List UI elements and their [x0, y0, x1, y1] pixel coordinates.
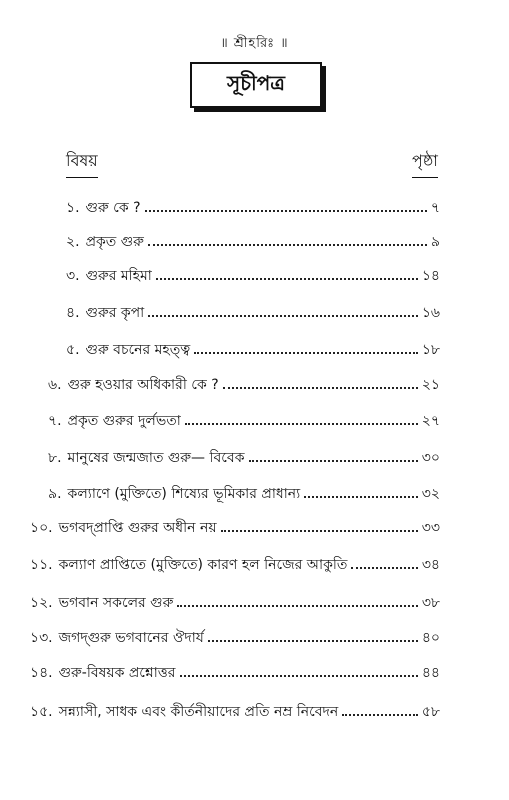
toc-entry-page: ১৪ — [421, 268, 440, 284]
toc-entry-page: ৪০ — [421, 630, 440, 646]
toc-entry-title: কল্যাণে (মুক্তিতে) শিষ্যের ভূমিকার প্রাধান্য — [67, 486, 301, 502]
toc-entry-number: ১. — [66, 200, 80, 216]
toc-entry-title: মানুষের জন্মজাত গুরু— বিবেক — [67, 450, 245, 466]
toc-entry-page: ৩৮ — [421, 595, 440, 611]
subject-column-header: বিষয় — [66, 148, 98, 178]
dot-leader — [145, 210, 427, 212]
toc-entry-title: জগদ্‌গুরু ভগবানের ঔদার্য — [58, 630, 204, 646]
toc-entry — [30, 628, 440, 648]
dot-leader — [156, 278, 418, 280]
toc-entry-number: ৯. — [48, 486, 62, 502]
toc-entry-title: সন্ন্যাসী, সাধক এবং কীর্তনীয়াদের প্রতি নম্র নিবেদন — [58, 704, 339, 720]
toc-entry-number: ১৩. — [30, 630, 53, 646]
toc-entry-title: গুরুর কৃপা — [85, 305, 145, 321]
toc-entry-title: ভগবান সকলের গুরু — [58, 595, 174, 611]
toc-entry-title: গুরু হওয়ার অধিকারী কে ? — [67, 377, 219, 393]
toc-entry-page: ৪৪ — [421, 665, 440, 681]
toc-entry-page: ৩৩ — [421, 520, 440, 536]
toc-entry-number: ১৫. — [30, 704, 53, 720]
dot-leader — [208, 640, 418, 642]
toc-entry-page: ৩৪ — [421, 557, 440, 573]
toc-entry — [66, 232, 440, 252]
toc-entry-page: ১৮ — [421, 342, 440, 358]
toc-entry-title: কল্যাণ প্রাপ্তিতে (মুক্তিতে) কারণ হল নিজের আকুতি — [58, 557, 348, 573]
toc-entry-page: ৯ — [430, 234, 440, 250]
toc-entry-title: গুরু কে ? — [85, 200, 141, 216]
toc-entry-number: ১১. — [30, 557, 53, 573]
toc-entry-number: ৭. — [48, 413, 62, 429]
toc-entry-number: ৩. — [66, 268, 80, 284]
dot-leader — [194, 352, 418, 354]
dot-leader — [223, 387, 418, 389]
toc-entry-number: ১২. — [30, 595, 53, 611]
toc-entry-number: ৪. — [66, 305, 80, 321]
toc-entry-page: ৫৮ — [421, 704, 440, 720]
dot-leader — [177, 605, 417, 607]
toc-entry-title: গুরু বচনের মহত্ত্ব — [85, 342, 191, 358]
toc-entry-number: ৫. — [66, 342, 80, 358]
toc-entry — [48, 484, 440, 504]
toc-entry-page: ২৭ — [421, 413, 440, 429]
toc-entry-title: ভগবদ্প্রাপ্তি গুরুর অধীন নয় — [58, 520, 217, 536]
toc-entry-page: ৭ — [430, 200, 440, 216]
dot-leader — [185, 423, 418, 425]
toc-entry — [66, 340, 440, 360]
toc-entry — [30, 663, 440, 683]
toc-entry-page: ১৬ — [421, 305, 440, 321]
dot-leader — [249, 460, 418, 462]
toc-entry — [30, 702, 440, 722]
toc-entry-title: গুরু-বিষয়ক প্রশ্নোত্তর — [58, 665, 176, 681]
toc-entry — [30, 593, 440, 613]
toc-entry — [48, 411, 440, 431]
dot-leader — [180, 675, 418, 677]
toc-entry-number: ১৪. — [30, 665, 53, 681]
dot-leader — [148, 315, 418, 317]
toc-entry-number: ২. — [66, 234, 80, 250]
dot-leader — [304, 496, 418, 498]
toc-entry-number: ১০. — [30, 520, 53, 536]
dot-leader — [221, 530, 418, 532]
toc-entry — [66, 303, 440, 323]
toc-entry — [30, 518, 440, 538]
invocation-header: ॥ শ্রীহরিঃ ॥ — [220, 36, 289, 51]
dot-leader — [351, 567, 417, 569]
toc-entry-page: ৩২ — [421, 486, 440, 502]
toc-entry-number: ৮. — [48, 450, 62, 466]
dot-leader — [342, 714, 418, 716]
toc-entry-page: ৩০ — [421, 450, 440, 466]
toc-entry — [30, 555, 440, 575]
toc-entry-title: প্রকৃত গুরু — [85, 234, 144, 250]
dot-leader — [148, 244, 427, 246]
page-column-header: পৃষ্ঠা — [412, 148, 438, 178]
toc-entry-page: ২১ — [421, 377, 440, 393]
toc-entry — [48, 448, 440, 468]
toc-entry-title: প্রকৃত গুরুর দুর্লভতা — [67, 413, 181, 429]
page-title: সূচীপত্র — [190, 62, 322, 108]
toc-entry — [66, 266, 440, 286]
toc-entry — [66, 198, 440, 218]
toc-entry-title: গুরুর মহিমা — [85, 268, 152, 284]
toc-entry-number: ৬. — [48, 377, 62, 393]
toc-entry — [48, 375, 440, 395]
